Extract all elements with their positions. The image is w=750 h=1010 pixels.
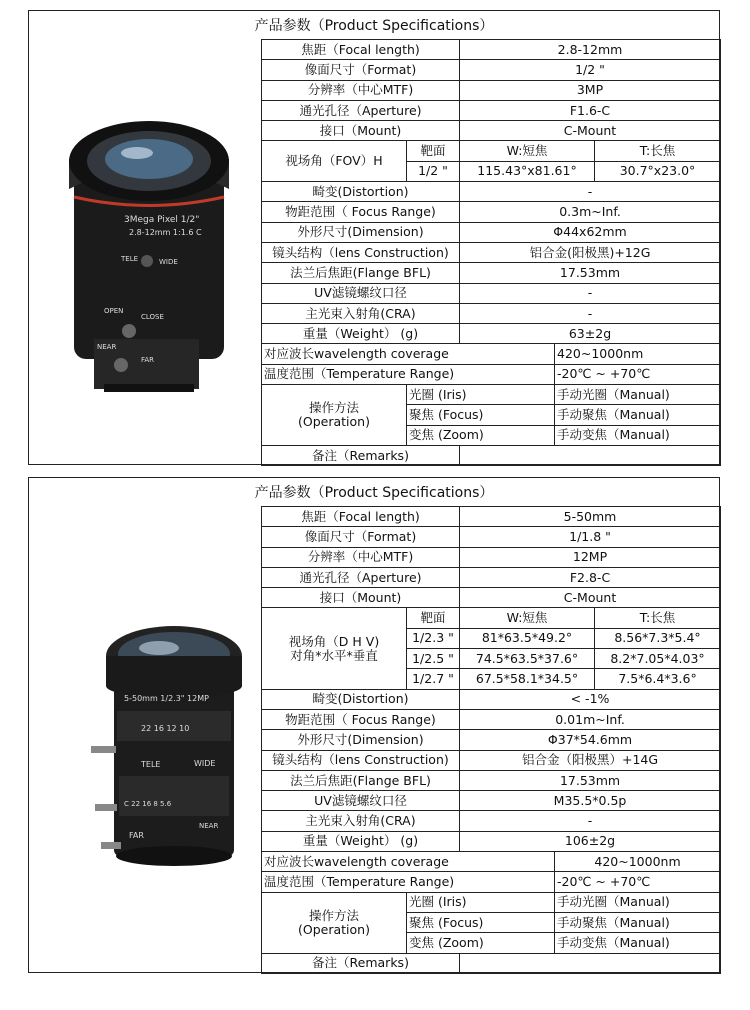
table-row bbox=[262, 222, 721, 242]
aperture-value: F2.8-C bbox=[460, 567, 721, 587]
spec-table-2 bbox=[28, 477, 720, 973]
table-row bbox=[262, 324, 721, 344]
iris-label: 光圈 (Iris) bbox=[407, 892, 555, 912]
fov-label: 视场角（FOV）H bbox=[262, 141, 407, 182]
table-row bbox=[262, 242, 721, 262]
table-row bbox=[262, 344, 721, 364]
svg-text:WIDE: WIDE bbox=[159, 258, 178, 266]
fov-tele: 30.7°x23.0° bbox=[595, 161, 721, 181]
spec-title: 产品参数（Product Specifications） bbox=[29, 478, 719, 507]
iris-label: 光圈 (Iris) bbox=[407, 385, 555, 405]
focal-label: 焦距（Focal length) bbox=[262, 40, 460, 60]
table-row bbox=[262, 80, 721, 100]
fov-wide: 67.5*58.1*34.5° bbox=[460, 669, 595, 689]
iris-value: 手动光圈（Manual) bbox=[555, 385, 721, 405]
spec-grid-1 bbox=[261, 39, 721, 466]
table-row bbox=[262, 263, 721, 283]
resolution-value: 12MP bbox=[460, 547, 721, 567]
dimension-label: 外形尺寸(Dimension) bbox=[262, 222, 460, 242]
table-row bbox=[262, 385, 721, 405]
format-value: 1/2 " bbox=[460, 60, 721, 80]
table-row bbox=[262, 588, 721, 608]
fov-target: 1/2.7 " bbox=[407, 669, 460, 689]
dimension-label: 外形尺寸(Dimension) bbox=[262, 730, 460, 750]
operation-label: 操作方法 (Operation) bbox=[262, 892, 407, 953]
format-value: 1/1.8 " bbox=[460, 527, 721, 547]
table-row bbox=[262, 547, 721, 567]
fov-header-t: T:长焦 bbox=[595, 141, 721, 161]
svg-text:WIDE: WIDE bbox=[194, 759, 216, 768]
lens-image bbox=[29, 506, 261, 973]
construction-value: 铝合金(阳极黑)+12G bbox=[460, 242, 721, 262]
resolution-label: 分辨率（中心MTF) bbox=[262, 80, 460, 100]
fov-header-target: 靶面 bbox=[407, 608, 460, 628]
aperture-label: 通光孔径（Aperture) bbox=[262, 567, 460, 587]
table-row bbox=[262, 852, 721, 872]
svg-text:C 22 16 8 5.6: C 22 16 8 5.6 bbox=[124, 800, 172, 808]
focus-label: 聚焦 (Focus) bbox=[407, 405, 555, 425]
table-row bbox=[262, 730, 721, 750]
temp-value: -20℃ ~ +70℃ bbox=[555, 872, 721, 892]
zoom-label: 变焦 (Zoom) bbox=[407, 933, 555, 953]
focus-range-value: 0.01m~Inf. bbox=[460, 709, 721, 729]
fov-wide: 81*63.5*49.2° bbox=[460, 628, 595, 648]
wavelength-value: 420~1000nm bbox=[555, 852, 721, 872]
fov-target: 1/2 " bbox=[407, 161, 460, 181]
fov-header-target: 靶面 bbox=[407, 141, 460, 161]
table-row bbox=[262, 689, 721, 709]
distortion-label: 畸变(Distortion) bbox=[262, 182, 460, 202]
table-row bbox=[262, 507, 721, 527]
weight-value: 63±2g bbox=[460, 324, 721, 344]
table-row bbox=[262, 791, 721, 811]
table-row bbox=[262, 953, 721, 973]
wavelength-label: 对应波长wavelength coverage bbox=[262, 852, 555, 872]
bfl-value: 17.53mm bbox=[460, 263, 721, 283]
bfl-value: 17.53mm bbox=[460, 770, 721, 790]
uv-label: UV滤镜螺纹口径 bbox=[262, 791, 460, 811]
table-row bbox=[262, 831, 721, 851]
cra-value: - bbox=[460, 811, 721, 831]
focus-value: 手动聚焦（Manual) bbox=[555, 405, 721, 425]
fov-header-t: T:长焦 bbox=[595, 608, 721, 628]
table-row bbox=[262, 709, 721, 729]
lens-image bbox=[29, 39, 261, 465]
bfl-label: 法兰后焦距(Flange BFL) bbox=[262, 263, 460, 283]
mount-label: 接口（Mount) bbox=[262, 588, 460, 608]
uv-value: M35.5*0.5p bbox=[460, 791, 721, 811]
focal-value: 2.8-12mm bbox=[460, 40, 721, 60]
svg-text:NEAR: NEAR bbox=[97, 343, 117, 351]
svg-text:TELE: TELE bbox=[141, 760, 161, 769]
lens-model-text: 5-50mm 1/2.3" 12MP bbox=[124, 694, 209, 703]
focus-range-label: 物距范围（ Focus Range) bbox=[262, 202, 460, 222]
focus-range-value: 0.3m~Inf. bbox=[460, 202, 721, 222]
table-row bbox=[262, 770, 721, 790]
temp-value: -20℃ ~ +70℃ bbox=[555, 364, 721, 384]
table-row bbox=[262, 872, 721, 892]
aperture-label: 通光孔径（Aperture) bbox=[262, 100, 460, 120]
format-label: 像面尺寸（Format) bbox=[262, 527, 460, 547]
bfl-label: 法兰后焦距(Flange BFL) bbox=[262, 770, 460, 790]
uv-value: - bbox=[460, 283, 721, 303]
table-row bbox=[262, 100, 721, 120]
mount-value: C-Mount bbox=[460, 588, 721, 608]
table-row bbox=[262, 121, 721, 141]
construction-label: 镜头结构（lens Construction) bbox=[262, 242, 460, 262]
zoom-value: 手动变焦（Manual) bbox=[555, 425, 721, 445]
dimension-value: Φ37*54.6mm bbox=[460, 730, 721, 750]
remarks-label: 备注（Remarks) bbox=[262, 445, 460, 465]
remarks-value bbox=[460, 953, 721, 973]
focus-label: 聚焦 (Focus) bbox=[407, 912, 555, 932]
cra-label: 主光束入射角(CRA) bbox=[262, 303, 460, 323]
fov-header-w: W:短焦 bbox=[460, 608, 595, 628]
remarks-label: 备注（Remarks) bbox=[262, 953, 460, 973]
lens-model-text: 3Mega Pixel 1/2" bbox=[124, 215, 200, 225]
table-row bbox=[262, 182, 721, 202]
svg-text:22 16 12 10: 22 16 12 10 bbox=[141, 724, 190, 733]
svg-text:NEAR: NEAR bbox=[199, 822, 219, 830]
svg-text:TELE: TELE bbox=[121, 255, 139, 263]
mount-value: C-Mount bbox=[460, 121, 721, 141]
iris-value: 手动光圈（Manual) bbox=[555, 892, 721, 912]
svg-text:FAR: FAR bbox=[129, 831, 144, 840]
construction-value: 铝合金（阳极黑）+14G bbox=[460, 750, 721, 770]
resolution-value: 3MP bbox=[460, 80, 721, 100]
zoom-label: 变焦 (Zoom) bbox=[407, 425, 555, 445]
table-row bbox=[262, 40, 721, 60]
spec-title: 产品参数（Product Specifications） bbox=[29, 11, 719, 40]
focus-value: 手动聚焦（Manual) bbox=[555, 912, 721, 932]
distortion-label: 畸变(Distortion) bbox=[262, 689, 460, 709]
fov-tele: 8.56*7.3*5.4° bbox=[595, 628, 721, 648]
table-row bbox=[262, 283, 721, 303]
fov-header-w: W:短焦 bbox=[460, 141, 595, 161]
table-row bbox=[262, 811, 721, 831]
fov-tele: 8.2*7.05*4.03° bbox=[595, 649, 721, 669]
table-row bbox=[262, 445, 721, 465]
uv-label: UV滤镜螺纹口径 bbox=[262, 283, 460, 303]
table-row bbox=[262, 527, 721, 547]
weight-value: 106±2g bbox=[460, 831, 721, 851]
resolution-label: 分辨率（中心MTF) bbox=[262, 547, 460, 567]
lens-photo-2 bbox=[29, 506, 262, 972]
weight-label: 重量（Weight） (g) bbox=[262, 324, 460, 344]
focal-value: 5-50mm bbox=[460, 507, 721, 527]
format-label: 像面尺寸（Format) bbox=[262, 60, 460, 80]
table-row bbox=[262, 202, 721, 222]
table-row bbox=[262, 892, 721, 912]
fov-target: 1/2.5 " bbox=[407, 649, 460, 669]
focus-range-label: 物距范围（ Focus Range) bbox=[262, 709, 460, 729]
remarks-value bbox=[460, 445, 721, 465]
spec-grid-2 bbox=[261, 506, 721, 974]
table-row bbox=[262, 303, 721, 323]
table-row bbox=[262, 608, 721, 628]
dimension-value: Φ44x62mm bbox=[460, 222, 721, 242]
svg-text:2.8-12mm 1:1.6 C: 2.8-12mm 1:1.6 C bbox=[129, 228, 202, 237]
fov-label: 视场角（D H V) 对角*水平*垂直 bbox=[262, 608, 407, 689]
distortion-value: - bbox=[460, 182, 721, 202]
zoom-value: 手动变焦（Manual) bbox=[555, 933, 721, 953]
svg-text:OPEN: OPEN bbox=[104, 307, 124, 315]
table-row bbox=[262, 364, 721, 384]
table-row bbox=[262, 141, 721, 161]
temp-label: 温度范围（Temperature Range) bbox=[262, 364, 555, 384]
mount-label: 接口（Mount) bbox=[262, 121, 460, 141]
table-row bbox=[262, 60, 721, 80]
spec-table-1 bbox=[28, 10, 720, 465]
cra-value: - bbox=[460, 303, 721, 323]
wavelength-value: 420~1000nm bbox=[555, 344, 721, 364]
svg-text:FAR: FAR bbox=[141, 356, 155, 364]
aperture-value: F1.6-C bbox=[460, 100, 721, 120]
lens-photo-1 bbox=[29, 39, 262, 464]
fov-wide: 74.5*63.5*37.6° bbox=[460, 649, 595, 669]
table-row bbox=[262, 567, 721, 587]
distortion-value: < -1% bbox=[460, 689, 721, 709]
fov-target: 1/2.3 " bbox=[407, 628, 460, 648]
construction-label: 镜头结构（lens Construction) bbox=[262, 750, 460, 770]
operation-label: 操作方法 (Operation) bbox=[262, 385, 407, 446]
focal-label: 焦距（Focal length) bbox=[262, 507, 460, 527]
fov-wide: 115.43°x81.61° bbox=[460, 161, 595, 181]
cra-label: 主光束入射角(CRA) bbox=[262, 811, 460, 831]
svg-text:CLOSE: CLOSE bbox=[141, 313, 164, 321]
table-row bbox=[262, 750, 721, 770]
weight-label: 重量（Weight） (g) bbox=[262, 831, 460, 851]
wavelength-label: 对应波长wavelength coverage bbox=[262, 344, 555, 364]
fov-tele: 7.5*6.4*3.6° bbox=[595, 669, 721, 689]
temp-label: 温度范围（Temperature Range) bbox=[262, 872, 555, 892]
